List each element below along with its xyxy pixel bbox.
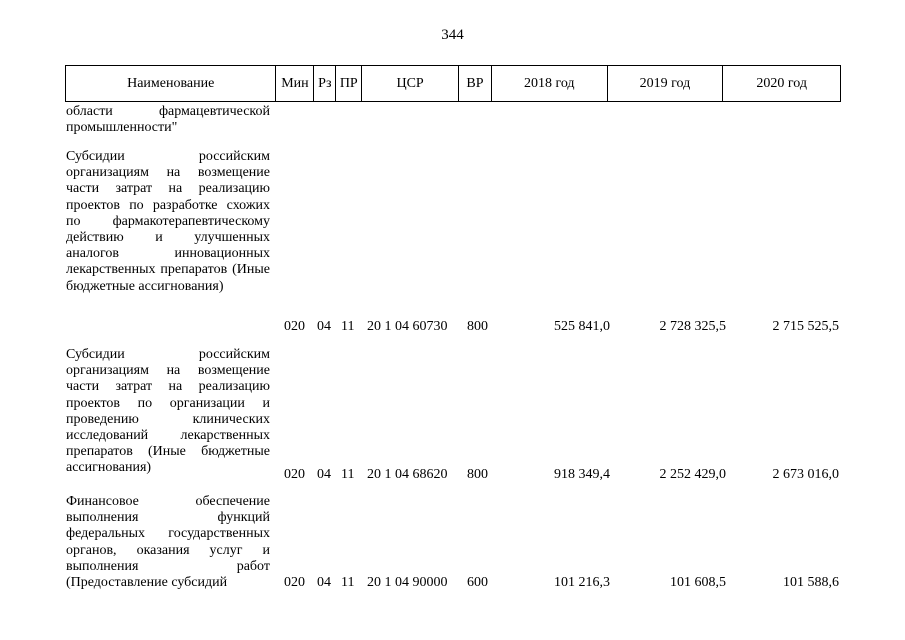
header-2019: 2019 год <box>607 66 723 101</box>
row-3-pr: 11 <box>341 575 355 590</box>
row-1-pr: 11 <box>341 319 355 334</box>
row-1-rz: 04 <box>317 319 331 334</box>
row-2-pr: 11 <box>341 467 355 482</box>
row-3-min: 020 <box>284 575 305 590</box>
row-3-csr: 20 1 04 90000 <box>367 575 448 590</box>
row-2-rz: 04 <box>317 467 331 482</box>
header-vr: ВР <box>458 66 491 101</box>
header-2018: 2018 год <box>491 66 607 101</box>
row-1-vr: 800 <box>467 319 488 334</box>
row-1-2018: 525 841,0 <box>554 319 610 334</box>
row-2-2020: 2 673 016,0 <box>772 467 839 482</box>
row-1-csr: 20 1 04 60730 <box>367 319 448 334</box>
row-3-vr: 600 <box>467 575 488 590</box>
row-1-min: 020 <box>284 319 305 334</box>
header-pr: ПР <box>335 66 361 101</box>
header-min: Мин <box>275 66 313 101</box>
row-3-2018: 101 216,3 <box>554 575 610 590</box>
header-name: Наименование <box>127 75 215 91</box>
row-2-2019: 2 252 429,0 <box>659 467 726 482</box>
row-name-2: Субсидии российским организациям на возмещение части затрат на реализацию проектов по организации и проведению клинических исследований лекарственных препаратов (Иные бюджетные ассигнования) <box>66 347 270 476</box>
page-number: 344 <box>441 27 464 43</box>
row-1-2019: 2 728 325,5 <box>659 319 726 334</box>
row-2-min: 020 <box>284 467 305 482</box>
row-2-2018: 918 349,4 <box>554 467 610 482</box>
table-header <box>65 65 841 102</box>
row-3-2019: 101 608,5 <box>670 575 726 590</box>
row-3-2020: 101 588,6 <box>783 575 839 590</box>
header-csr: ЦСР <box>361 66 458 101</box>
row-3-rz: 04 <box>317 575 331 590</box>
row-2-csr: 20 1 04 68620 <box>367 467 448 482</box>
header-2020: 2020 год <box>722 66 840 101</box>
row-1-2020: 2 715 525,5 <box>772 319 839 334</box>
row-2-vr: 800 <box>467 467 488 482</box>
row-name-3: Финансовое обеспечение выполнения функций федеральных государственных органов, оказания услуг и выполнения работ (Предоставление субсидий <box>66 494 270 591</box>
row-name-1: Субсидии российским организациям на возмещение части затрат на реализацию проектов по разработке схожих по фармакотерапевтическому действию и улучшенных аналогов инновационных лекарственных препаратов (Иные бюджетные ассигнования) <box>66 149 270 294</box>
row-name-0: области фармацевтической промышленности" <box>66 104 270 136</box>
header-rz: Рз <box>313 66 335 101</box>
